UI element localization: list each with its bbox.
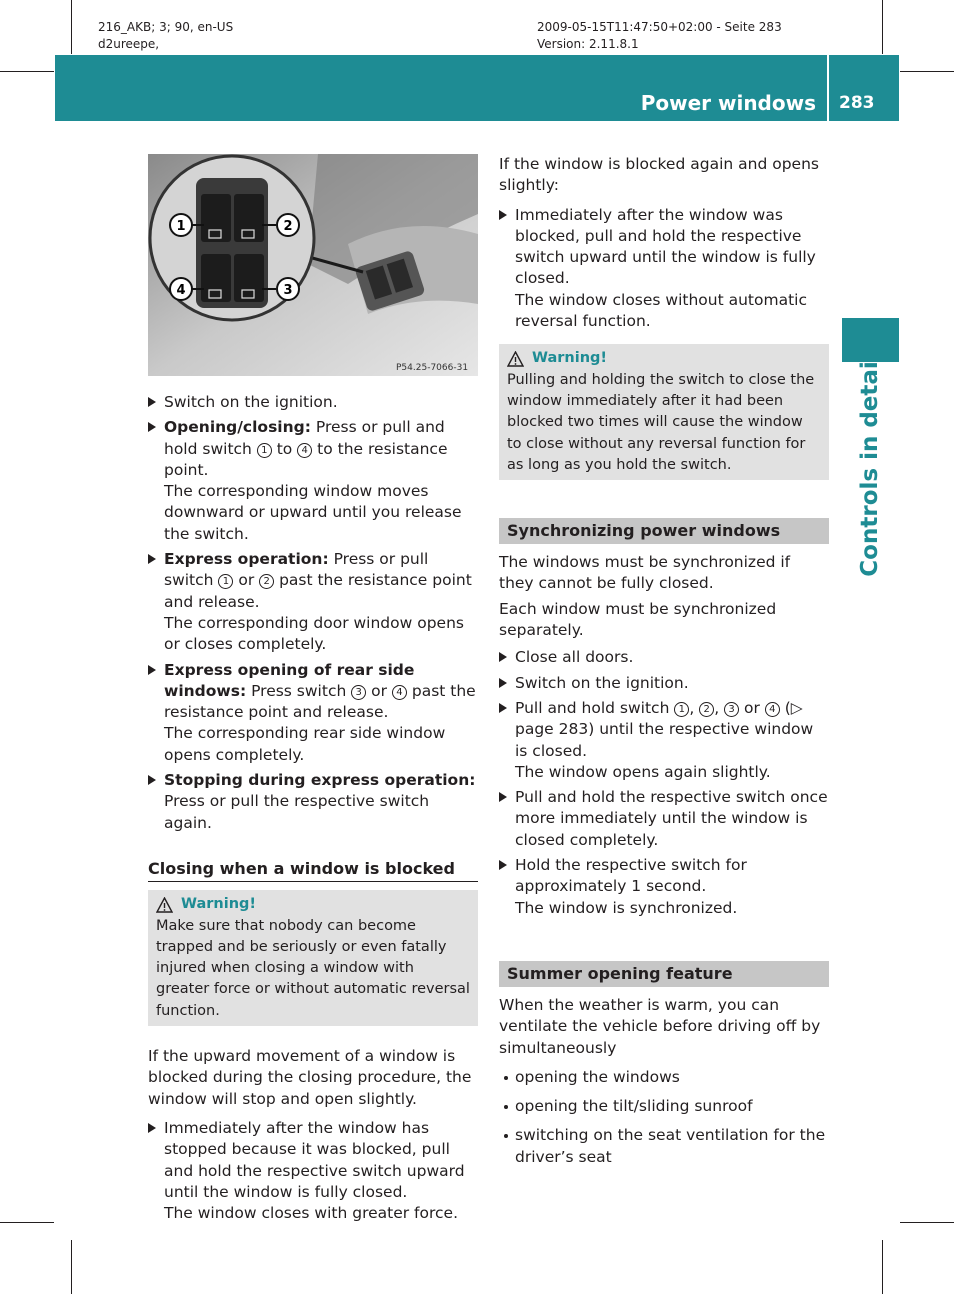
print-meta-left: [98, 19, 233, 53]
arrow-icon: [148, 775, 156, 785]
warning-title: Warning!: [532, 350, 608, 367]
warning-box: [148, 890, 478, 1026]
arrow-icon: [499, 703, 507, 713]
crop-mark: [900, 1222, 954, 1223]
paragraph: If the upward movement of a window is blocked during the closing procedure, the window will stop and open slightly.: [148, 1047, 472, 1108]
callout-4: [170, 278, 192, 300]
item-text: switching on the seat ventilation for the driver’s seat: [515, 1126, 826, 1166]
step-text: Press or pull and hold switch: [164, 418, 445, 458]
svg-text:1: 1: [176, 219, 186, 234]
right-column: [499, 154, 829, 1168]
step-text: Switch on the ignition.: [515, 673, 689, 692]
switch-number: 3: [724, 702, 739, 717]
arrow-icon: [148, 1123, 156, 1133]
step-text: to: [271, 439, 298, 458]
step-result: The window is synchronized.: [515, 898, 738, 917]
arrow-icon: [499, 652, 507, 662]
step-result: The window closes with greater force.: [164, 1204, 459, 1223]
header-bar: [55, 55, 899, 121]
step-text: Hold the respective switch for approximately 1 second.: [515, 856, 747, 896]
arrow-icon: [499, 210, 507, 220]
step-text: Press or pull the respective switch again.: [164, 792, 430, 832]
warning-header: [156, 894, 470, 915]
bullet-icon: [504, 1105, 508, 1109]
list-item: [499, 647, 829, 668]
list-item: [148, 549, 478, 655]
step-text: Immediately after the window has stopped because it was blocked, pull and hold the respective switch upward until the window is fully closed.: [164, 1118, 465, 1201]
crop-mark: [71, 1240, 72, 1294]
step-text: to the resistance point.: [164, 439, 448, 479]
callout-1: [170, 214, 192, 236]
warning-text: Make sure that nobody can become trapped and be seriously or even fatally injured when closing a window with greater force or without automatic reversal function.: [156, 917, 470, 1019]
meta-line: d2ureepe,: [98, 37, 160, 51]
crop-mark: [0, 71, 54, 72]
list-item: [148, 660, 478, 766]
crop-mark: [900, 71, 954, 72]
step-label: Opening/closing:: [164, 418, 311, 437]
switch-number: 4: [392, 685, 407, 700]
separator: ,: [689, 698, 700, 717]
switch-number: 4: [297, 443, 312, 458]
list-item: [499, 1125, 829, 1168]
step-text: Press switch: [246, 681, 352, 700]
paragraph: If the window is blocked again and opens slightly:: [499, 155, 819, 195]
svg-text:4: 4: [176, 283, 186, 298]
step-text: or: [366, 681, 392, 700]
switch-number: 1: [257, 443, 272, 458]
step-text: Close all doors.: [515, 648, 634, 667]
arrow-icon: [148, 422, 156, 432]
arrow-icon: [148, 554, 156, 564]
arrow-icon: [499, 860, 507, 870]
switch-number: 2: [259, 574, 274, 589]
callout-3: [277, 278, 299, 300]
page-reference[interactable]: (▷ page 283) until the respective window is closed.: [515, 698, 814, 760]
callout-2: [277, 214, 299, 236]
side-tab-label: Controls in detail: [857, 353, 883, 577]
print-meta-right: [537, 19, 782, 53]
svg-text:2: 2: [283, 219, 293, 234]
step-text: Pull and hold switch: [515, 698, 675, 717]
list-item: [499, 698, 829, 783]
page-number: 283: [839, 93, 875, 113]
separator: ,: [714, 698, 725, 717]
switch-number: 1: [674, 702, 689, 717]
crop-mark: [71, 0, 72, 54]
paragraph: The windows must be synchronized if they cannot be fully closed.: [499, 553, 791, 593]
meta-line: 216_AKB; 3; 90, en-US: [98, 20, 234, 34]
list-item: [499, 1067, 829, 1088]
section-heading: Summer opening feature: [499, 961, 829, 987]
warning-header: [507, 348, 821, 369]
figure-code: P54.25-7066-31: [396, 363, 469, 373]
subsection-heading: Closing when a window is blocked: [148, 858, 478, 882]
section-heading: Synchronizing power windows: [499, 518, 829, 544]
step-label: Stopping during express operation:: [164, 771, 476, 790]
warning-triangle-icon: [507, 351, 524, 367]
window-switch-photo: [148, 154, 478, 376]
step-result: The corresponding window moves downward or upward until you release the switch.: [164, 482, 462, 543]
list-item: [148, 1118, 478, 1224]
list-item: [499, 855, 829, 919]
list-item: [499, 1096, 829, 1117]
header-divider: [827, 55, 829, 121]
item-text: opening the tilt/sliding sunroof: [515, 1097, 753, 1116]
paragraph: Each window must be synchronized separately.: [499, 599, 777, 640]
switch-number: 1: [218, 574, 233, 589]
warning-text: Pulling and holding the switch to close the window immediately after it had been blocked two times will cause the window to close without any reversal function for as long as you hold the switch.: [507, 371, 815, 473]
warning-title: Warning!: [181, 896, 257, 913]
warning-box: [499, 344, 829, 480]
step-text: past the resistance point and release.: [164, 571, 472, 611]
section-title: Power windows: [640, 91, 816, 115]
svg-text:3: 3: [283, 283, 293, 298]
step-text: Pull and hold the respective switch once more immediately until the window is closed completely.: [515, 788, 828, 849]
switch-number: 3: [351, 685, 366, 700]
step-text: Immediately after the window was blocked, pull and hold the respective switch upward until the window is fully closed.: [515, 205, 816, 288]
switch-number: 2: [699, 702, 714, 717]
list-item: [499, 673, 829, 694]
step-result: The window closes without automatic reversal function.: [515, 290, 807, 331]
item-text: opening the windows: [515, 1067, 680, 1086]
step-result: The corresponding rear side window opens completely.: [164, 724, 446, 764]
arrow-icon: [148, 397, 156, 407]
arrow-icon: [148, 665, 156, 675]
separator: or: [739, 698, 765, 717]
crop-mark: [882, 1240, 883, 1294]
step-text: or: [233, 571, 260, 590]
step-text: past the resistance point and release.: [164, 681, 476, 722]
arrow-icon: [499, 792, 507, 802]
list-item: [148, 770, 478, 834]
crop-mark: [882, 0, 883, 54]
step-label: Express operation:: [164, 550, 329, 569]
list-item: [499, 787, 829, 851]
meta-line: 2009-05-15T11:47:50+02:00 - Seite 283: [537, 20, 782, 34]
warning-triangle-icon: [156, 897, 173, 913]
bullet-icon: [504, 1076, 508, 1080]
step-text: Press or pull switch: [164, 550, 429, 590]
step-label: Express opening of rear side windows:: [164, 660, 415, 700]
meta-line: Version: 2.11.8.1: [537, 37, 639, 51]
left-column: [148, 392, 478, 1224]
arrow-icon: [499, 678, 507, 688]
list-item: [499, 205, 829, 333]
step-text: Switch on the ignition.: [164, 393, 338, 411]
list-item: [148, 417, 478, 545]
list-item: [148, 392, 478, 413]
paragraph: When the weather is warm, you can ventilate the vehicle before driving off by simultaneously: [499, 995, 821, 1057]
step-result: The window opens again slightly.: [515, 762, 771, 781]
step-result: The corresponding door window opens or closes completely.: [164, 613, 464, 654]
switch-number: 4: [765, 702, 780, 717]
crop-mark: [0, 1222, 54, 1223]
bullet-icon: [504, 1134, 508, 1138]
